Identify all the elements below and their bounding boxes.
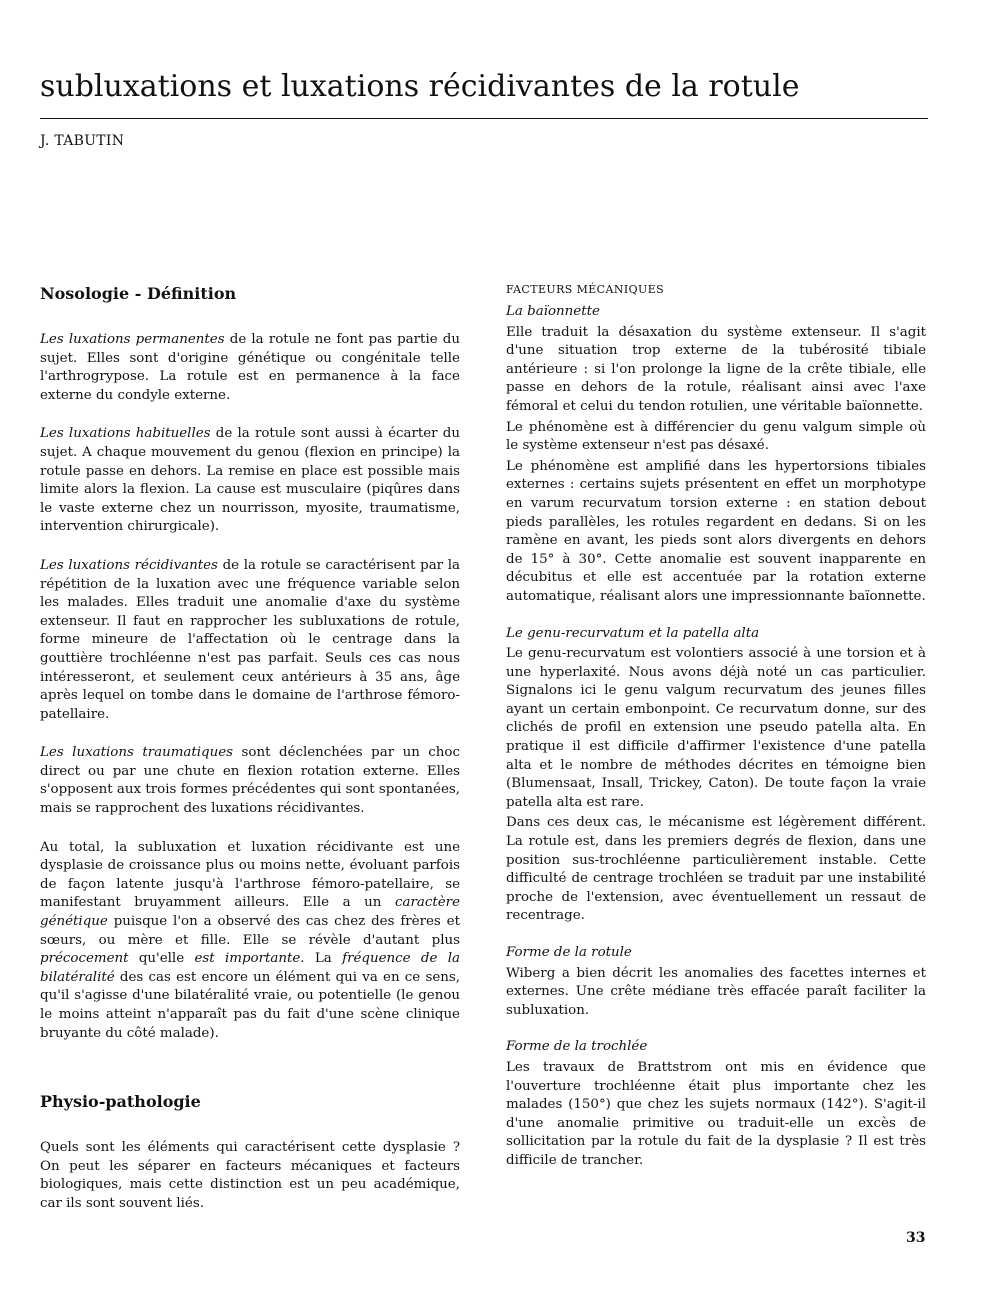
paragraph-elements-dysplasie: Quels sont les éléments qui caractérisent cette dysplasie ? On peut les séparer en facteurs mécaniques et facteurs biologiques, mais cette distinction est un peu académique, car ils sont souvent liés.: [40, 1140, 460, 1211]
paragraph-text: puisque l'on a observé des cas chez des frères et sœurs, ou mère et fille. Elle se révèle d'autant plus: [40, 914, 460, 948]
paragraph-au-total: [40, 839, 460, 1044]
subhead-baionnette: La baïonnette: [506, 304, 600, 319]
subhead-forme-trochlee: Forme de la trochlée: [506, 1039, 648, 1055]
paragraph-text: Au total, la subluxation et luxation récidivante est une dysplasie de croissance plus ou moins nette, évoluant parfois de façon latente jusqu'à l'arthrose fémoro-patellaire, se manifestant bruyamment ailleurs. Elle a un: [40, 839, 460, 911]
paragraph-text: La: [304, 951, 343, 967]
paragraph-mecanisme: Dans ces deux cas, le mécanisme est légèrement différent. La rotule est, dans les premiers degrés de flexion, dans une position sus-trochléenne particulièrement instable. Cette difficulté de centrage trochléen se traduit par une instabilité proche de l'extension, avec éventuellement un ressaut de recentrage.: [506, 815, 926, 924]
subhead-forme-rotule: Forme de la rotule: [506, 945, 632, 960]
paragraph-text: de la rotule se caractérisent par la répétition de la luxation avec une fréquence variable selon les malades. Elles traduit une anomalie d'axe du système extenseur. Il faut en rapprocher les subluxations de rotule, forme mineure de l'affectation où le centrage dans la gouttière trochléenne n'est pas parfait. Seuls ces cas nous intéresseront, et seulement ceux antérieurs à 35 ans, âge après lequel on tombe dans le domaine de l'arthrose fémoro-patellaire.: [40, 557, 460, 722]
author: J. TABUTIN: [40, 133, 125, 149]
page-title: subluxations et luxations récidivantes de la rotule: [40, 69, 800, 104]
paragraph-luxations-recidivantes: [40, 557, 460, 724]
paragraph-text: sont déclenchées par un choc direct ou par une chute en flexion rotation externe. Elles s'opposent aux trois formes précédentes qui sont spontanées, mais se rapprochent des luxations récidivantes.: [40, 745, 460, 817]
term-luxations-traumatiques: Les luxations traumatiques: [40, 745, 234, 761]
paragraph-hypertorsions: Le phénomène est amplifié dans les hypertorsions tibiales externes : certains sujets présentent en effet un morphotype en varum recurvatum torsion externe : en station debout pieds parallèles, les rotules regardent en dedans. Si on les ramène en avant, les pieds sont alors divergents en dehors de 15° à 30°. Cette anomalie est souvent inapparente en décubitus et elle est accentuée par la rotation externe automatique, réalisant alors une impressionnante baïonnette.: [506, 458, 926, 604]
paragraph-text: qu'elle: [128, 951, 195, 967]
paragraph-text: des cas est encore un élément qui va en ce sens, qu'il s'agisse d'une bilatéralité vraie, ou potentielle (le genou le moins atteint n'apparaît pas du fait d'une scène clinique bruyante du côté malade).: [40, 969, 460, 1041]
paragraph-luxations-habituelles: [40, 425, 460, 537]
term-est-importante: est importante.: [194, 951, 305, 967]
paragraph-luxations-permanentes: [40, 331, 460, 405]
subsection-facteurs-mecaniques: FACTEURS MÉCANIQUES: [506, 283, 665, 296]
paragraph-desaxation: Elle traduit la désaxation du système extenseur. Il s'agit d'une situation trop externe de la tubérosité tibiale antérieure : si l'on prolonge la ligne de la crête tibiale, elle passe en dehors de la rotule, réalisant ainsi avec l'axe fémoral et celui du tendon rotulien, une véritable baïonnette.: [506, 324, 926, 414]
paragraph-luxations-traumatiques: [40, 744, 460, 818]
term-frequence-bilateralite: fréquence de la bilatéralité: [40, 951, 460, 985]
term-luxations-permanentes: Les luxations permanentes: [40, 332, 225, 347]
paragraph-brattstrom: Les travaux de Brattstrom ont mis en évidence que l'ouverture trochléenne était plus importante chez les malades (150°) que chez les sujets normaux (142°). S'agit-il d'une anomalie primitive ou traduit-elle un excès de sollicitation par la rotule du fait de la dysplasie ? Il est très difficile de trancher.: [506, 1059, 926, 1168]
term-luxations-habituelles: Les luxations habituelles: [40, 426, 211, 442]
section-heading-physio-pathologie: Physio-pathologie: [40, 1092, 201, 1112]
section-heading-nosologie: Nosologie - Définition: [40, 284, 237, 303]
term-precocement: précocement: [40, 951, 129, 967]
paragraph-wiberg: Wiberg a bien décrit les anomalies des facettes internes et externes. Une crête médiane très effacée paraît faciliter la subluxation.: [506, 965, 926, 1018]
term-luxations-recidivantes: Les luxations récidivantes: [40, 557, 218, 573]
paragraph-text: de la rotule ne font pas partie du sujet. Elles sont d'origine génétique ou congénitale telle l'arthrogrypose. La rotule est en permanence à la face externe du condyle externe.: [40, 332, 460, 403]
paragraph-text: de la rotule sont aussi à écarter du sujet. A chaque mouvement du genou (flexion en principe) la rotule passe en dehors. La remise en place est possible mais limite alors la flexion. La cause est musculaire (piqûres dans le vaste externe chez un nourrisson, myosite, traumatisme, intervention chirurgicale).: [40, 426, 460, 535]
paragraph-genu-recurvatum: Le genu-recurvatum est volontiers associé à une torsion et à une hyperlaxité. Nous avons déjà noté un cas particulier. Signalons ici le genu valgum recurvatum des jeunes filles ayant un certain embonpoint. Ce recurvatum donne, sur des clichés de profil en extension une pseudo patella alta. En pratique il est difficile d'affirmer l'existence d'une patella alta et le nombre de méthodes décrites en témoigne bien (Blumensaat, Insall, Trickey, Caton). De toute façon la vraie patella alta est rare.: [506, 646, 926, 810]
paragraph-genu-valgum: Le phénomène est à différencier du genu valgum simple où le système extenseur n'est pas désaxé.: [506, 419, 926, 454]
page-number: 33: [906, 1230, 926, 1246]
term-caractere-genetique: caractère génétique: [40, 895, 460, 930]
subhead-genu-recurvatum: Le genu-recurvatum et la patella alta: [506, 625, 760, 641]
title-rule: [40, 118, 928, 119]
right-column: [506, 283, 926, 1171]
left-column: [40, 283, 460, 1214]
